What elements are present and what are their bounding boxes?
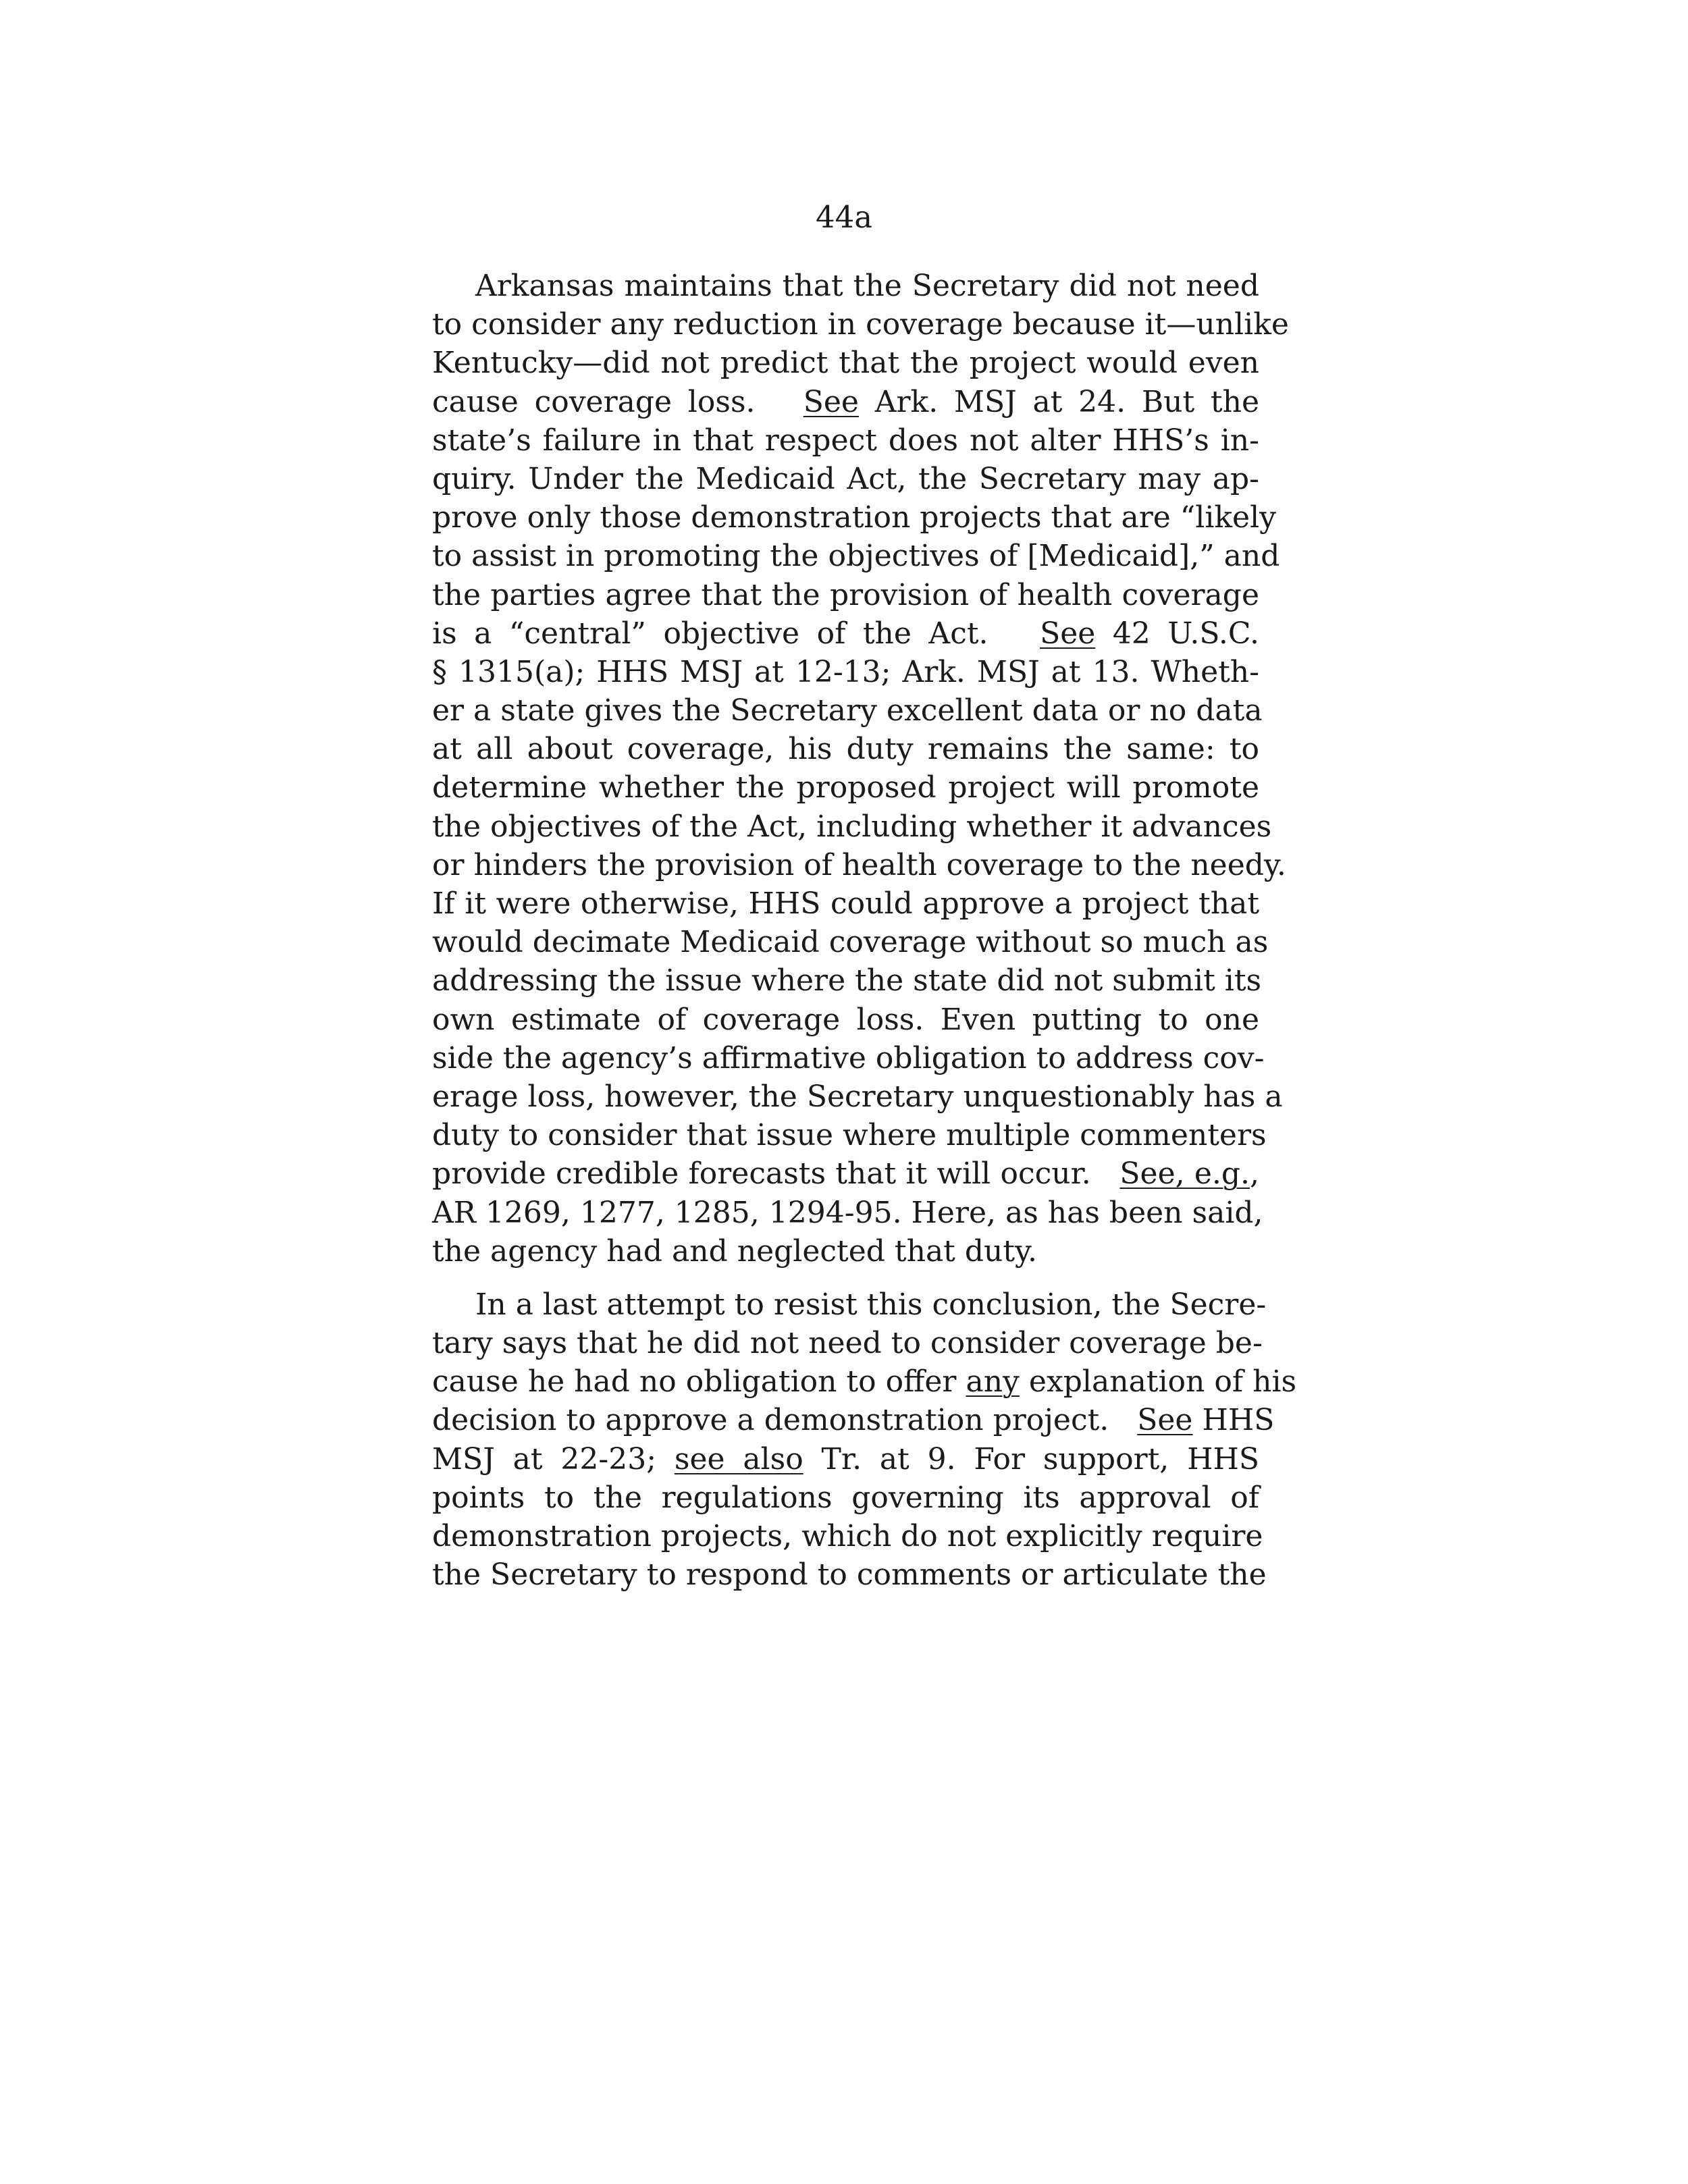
paragraph-1-line-26: the agency had and neglected that duty. bbox=[432, 1233, 1038, 1269]
citation-signal-see-eg: See, e.g. bbox=[1119, 1156, 1250, 1192]
paragraph-1-line-5: state’s failure in that respect does not alter HHS’s in- bbox=[432, 423, 1259, 458]
paragraph-1-line-25: AR 1269, 1277, 1285, 1294-95. Here, as has been said, bbox=[432, 1195, 1263, 1230]
paragraph-1-line-15: the objectives of the Act, including whether it advances bbox=[432, 809, 1272, 844]
citation-signal-see-also: see also bbox=[674, 1441, 803, 1476]
paragraph-2-line-1: In a last attempt to resist this conclusion, the Secre- bbox=[475, 1287, 1267, 1322]
citation-punctuation: , bbox=[1250, 1156, 1260, 1192]
citation-text: decision to approve a demonstration project. bbox=[432, 1403, 1109, 1438]
citation-text: is a “central” objective of the Act. bbox=[432, 616, 988, 651]
body-text-run: cause he had no obligation to offer bbox=[432, 1364, 957, 1400]
body-text-run: explanation of his bbox=[1028, 1364, 1297, 1400]
citation-text: HHS bbox=[1202, 1403, 1275, 1438]
paragraph-1-line-4 bbox=[432, 383, 1259, 421]
paragraph-1-line-2: to consider any reduction in coverage because it—unlike bbox=[432, 307, 1289, 342]
paragraph-2-line-3 bbox=[432, 1362, 1297, 1401]
paragraph-2-line-4 bbox=[432, 1401, 1275, 1439]
paragraph-1-line-22: erage loss, however, the Secretary unquestionably has a bbox=[432, 1079, 1283, 1114]
citation-text: provide credible forecasts that it will occur. bbox=[432, 1156, 1091, 1192]
paragraph-1-line-18: would decimate Medicaid coverage without so much as bbox=[432, 925, 1269, 960]
paragraph-1-line-16: or hinders the provision of health coverage to the needy. bbox=[432, 847, 1286, 882]
page-number: 44a bbox=[815, 199, 873, 235]
paragraph-1-line-24 bbox=[432, 1154, 1259, 1193]
paragraph-1-line-9: the parties agree that the provision of health coverage bbox=[432, 577, 1259, 612]
paragraph-1-line-12: er a state gives the Secretary excellent data or no data bbox=[432, 693, 1263, 728]
paragraph-1-line-20: own estimate of coverage loss. Even putting to one bbox=[432, 1002, 1259, 1037]
paragraph-1-line-7: prove only those demonstration projects that are “likely bbox=[432, 500, 1277, 535]
paragraph-1-line-21: side the agency’s affirmative obligation to address cov- bbox=[432, 1040, 1265, 1075]
paragraph-2-line-6: points to the regulations governing its approval of bbox=[432, 1480, 1259, 1515]
citation-signal-see: See bbox=[1040, 616, 1096, 651]
paragraph-1-line-11: § 1315(a); HHS MSJ at 12-13; Ark. MSJ at 13. Wheth- bbox=[432, 654, 1259, 689]
paragraph-2-line-5 bbox=[432, 1440, 1259, 1479]
citation-text: Ark. MSJ at 24. But the bbox=[874, 384, 1259, 419]
citation-text: Tr. at 9. For support, HHS bbox=[821, 1441, 1259, 1476]
citation-signal-see: See bbox=[1137, 1403, 1193, 1438]
citation-text: cause coverage loss. bbox=[432, 384, 756, 419]
emphasis-any: any bbox=[966, 1364, 1020, 1400]
paragraph-1-line-3: Kentucky—did not predict that the project would even bbox=[432, 346, 1259, 381]
paragraph-1-line-19: addressing the issue where the state did not submit its bbox=[432, 963, 1262, 998]
paragraph-1-line-23: duty to consider that issue where multiple commenters bbox=[432, 1118, 1267, 1153]
paragraph-2-line-8: the Secretary to respond to comments or articulate the bbox=[432, 1557, 1267, 1593]
paragraph-1-line-10 bbox=[432, 614, 1259, 653]
body-text bbox=[432, 267, 1297, 1594]
paragraph-gap bbox=[432, 1271, 1259, 1285]
citation-text: 42 U.S.C. bbox=[1112, 616, 1259, 651]
paragraph-2-line-2: tary says that he did not need to consider coverage be- bbox=[432, 1326, 1263, 1361]
paragraph-1-line-17: If it were otherwise, HHS could approve a project that bbox=[432, 886, 1259, 921]
paragraph-1-line-8: to assist in promoting the objectives of [Medicaid],” and bbox=[432, 539, 1280, 574]
paragraph-1-line-14: determine whether the proposed project will promote bbox=[432, 770, 1259, 805]
paragraph-1-line-1: Arkansas maintains that the Secretary did not need bbox=[475, 269, 1259, 303]
paragraph-2-line-7: demonstration projects, which do not explicitly require bbox=[432, 1519, 1263, 1553]
paragraph-1-line-13: at all about coverage, his duty remains the same: to bbox=[432, 732, 1259, 767]
citation-text: MSJ at 22-23; bbox=[432, 1441, 657, 1476]
citation-signal-see: See bbox=[803, 384, 859, 419]
paragraph-1-line-6: quiry. Under the Medicaid Act, the Secretary may ap- bbox=[432, 461, 1259, 496]
